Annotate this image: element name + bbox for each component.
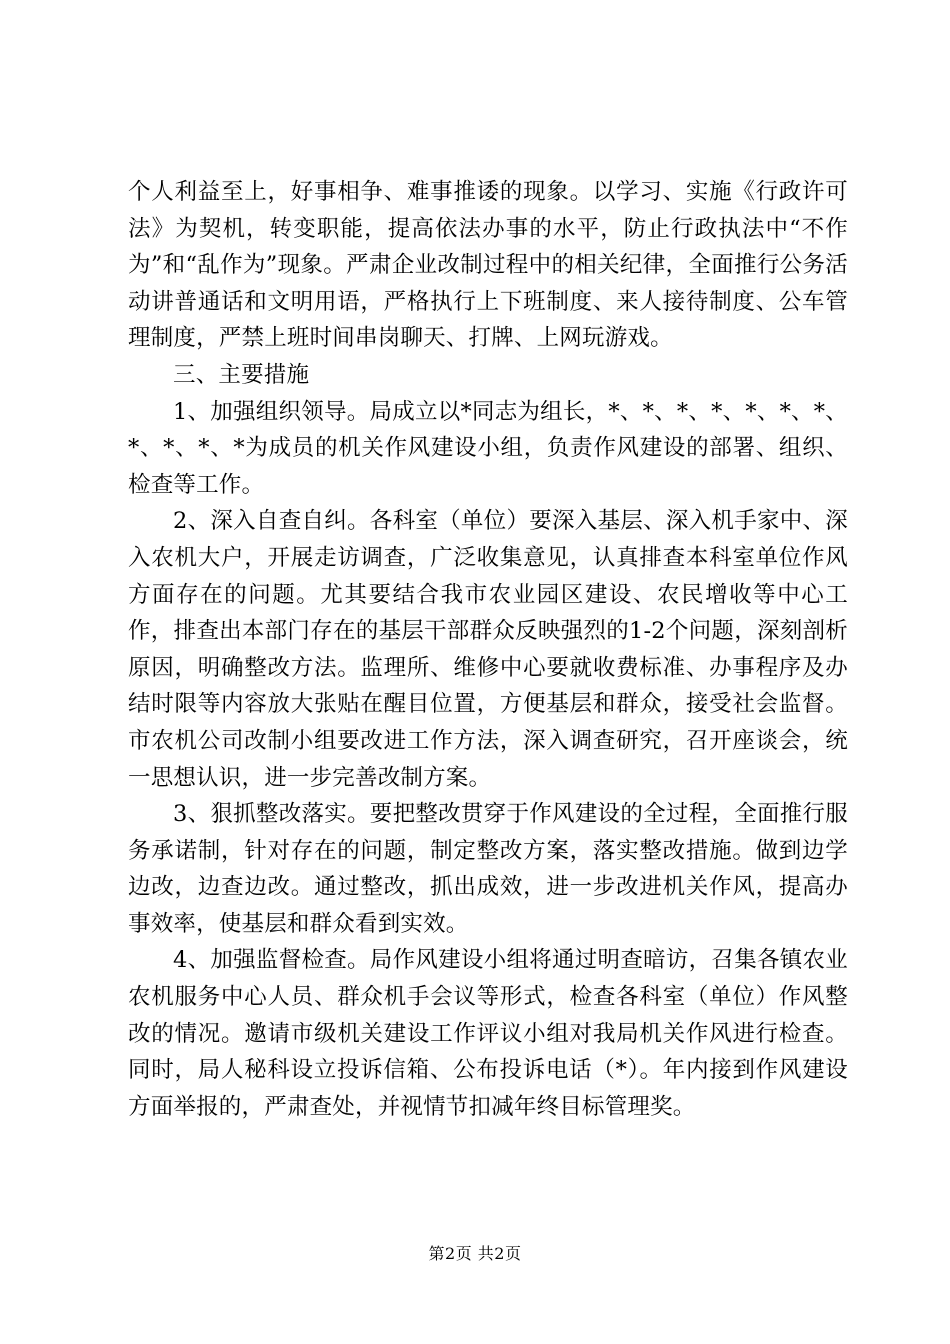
paragraph-measure-1: 1、加强组织领导。局成立以*同志为组长，*、*、*、*、*、*、*、*、*、*、*为成员的机关作风建设小组，负责作风建设的部署、组织、检查等工作。 [128, 398, 848, 498]
page-footer [0, 1244, 950, 1264]
paragraph-measure-2: 2、深入自查自纠。各科室（单位）要深入基层、深入机手家中、深入农机大户，开展走访调查，广泛收集意见，认真排查本科室单位作风方面存在的问题。尤其要结合我市农业园区建设、农民增收等中心工作，排查出本部门存在的基层干部群众反映强烈的1-2个问题，深刻剖析原因，明确整改方法。监理所、维修中心要就收费标准、办事程序及办结时限等内容放大张贴在醒目位置，方便基层和群众，接受社会监督。市农机公司改制小组要改进工作方法，深入调查研究，召开座谈会，统一思想认识，进一步完善改制方案。 [128, 508, 848, 791]
page-number: 第2页 共2页 [428, 1244, 522, 1263]
document-body [128, 174, 848, 1125]
paragraph-measure-3: 3、狠抓整改落实。要把整改贯穿于作风建设的全过程，全面推行服务承诺制，针对存在的问题，制定整改方案，落实整改措施。做到边学边改，边查边改。通过整改，抓出成效，进一步改进机关作风，提高办事效率，使基层和群众看到实效。 [128, 801, 848, 937]
paragraph-continuation: 个人利益至上，好事相争、难事推诿的现象。以学习、实施《行政许可法》为契机，转变职能，提高依法办事的水平，防止行政执法中“不作为”和“乱作为”现象。严肃企业改制过程中的相关纪律，全面推行公务活动讲普通话和文明用语，严格执行上下班制度、来人接待制度、公车管理制度，严禁上班时间串岗聊天、打牌、上网玩游戏。 [128, 179, 848, 352]
paragraph-measure-4: 4、加强监督检查。局作风建设小组将通过明查暗访，召集各镇农业农机服务中心人员、群众机手会议等形式，检查各科室（单位）作风整改的情况。邀请市级机关建设工作评议小组对我局机关作风进行检查。同时，局人秘科设立投诉信箱、公布投诉电话（*）。年内接到作风建设方面举报的，严肃查处，并视情节扣减年终目标管理奖。 [128, 947, 848, 1120]
section-heading: 三、主要措施 [173, 361, 310, 388]
